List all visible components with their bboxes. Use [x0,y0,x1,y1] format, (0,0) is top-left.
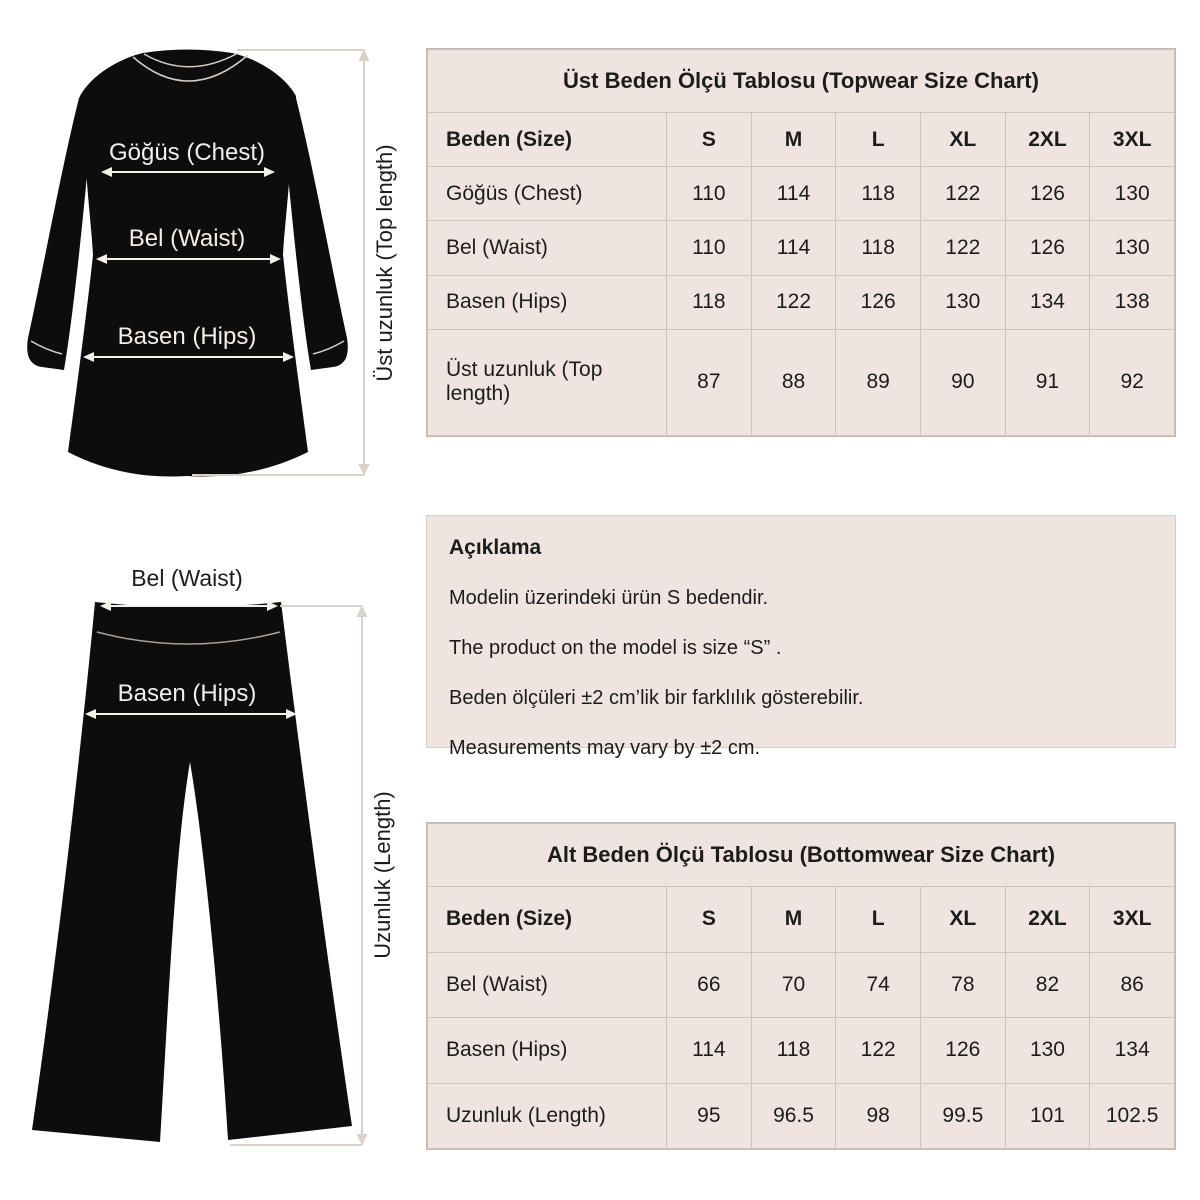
size-cell: 126 [921,1018,1006,1084]
notes-panel [426,515,1176,759]
size-cell: 126 [836,275,921,329]
measure-label-cell: Bel (Waist) [428,221,667,275]
size-cell: 122 [751,275,836,329]
header-cell: Beden (Size) [428,113,667,167]
size-cell: 95 [667,1083,752,1149]
size-cell: 91 [1005,329,1090,435]
size-cell: 138 [1090,275,1175,329]
size-cell: 130 [921,275,1006,329]
topwear-size-table-panel [426,48,1176,437]
size-cell: 130 [1090,221,1175,275]
header-cell: 3XL [1090,113,1175,167]
measure-label-cell: Basen (Hips) [428,1018,667,1084]
table-row [428,329,1175,435]
size-cell: 98 [836,1083,921,1149]
header-cell: 3XL [1090,887,1175,953]
size-cell: 114 [667,1018,752,1084]
header-cell: Beden (Size) [428,887,667,953]
size-cell: 130 [1090,167,1175,221]
header-cell: M [751,887,836,953]
notes-title: Açıklama [449,536,542,559]
size-cell: 130 [1005,1018,1090,1084]
note-line: Measurements may vary by ±2 cm. [449,737,761,759]
note-line: The product on the model is size “S” . [449,637,782,659]
size-cell: 70 [751,952,836,1018]
measure-label-cell: Basen (Hips) [428,275,667,329]
table-row [428,221,1175,275]
size-cell: 122 [921,221,1006,275]
top-length-label: Üst uzunluk (Top length) [372,144,397,382]
size-cell: 110 [667,221,752,275]
size-cell: 90 [921,329,1006,435]
topwear-diagram [0,20,420,500]
topwear-size-table [427,49,1175,436]
table-row [428,275,1175,329]
size-cell: 102.5 [1090,1083,1175,1149]
size-cell: 118 [751,1018,836,1084]
measure-label-cell: Bel (Waist) [428,952,667,1018]
size-cell: 118 [836,221,921,275]
topwear-table-title: Üst Beden Ölçü Tablosu (Topwear Size Chart) [428,50,1175,113]
size-cell: 87 [667,329,752,435]
note-line: Modelin üzerindeki ürün S bedendir. [449,587,769,609]
size-cell: 114 [751,221,836,275]
length-label: Uzunluk (Length) [370,791,395,959]
size-cell: 134 [1005,275,1090,329]
size-cell: 89 [836,329,921,435]
size-cell: 118 [836,167,921,221]
header-cell: XL [921,887,1006,953]
table-row [428,1018,1175,1084]
bottomwear-table-title: Alt Beden Ölçü Tablosu (Bottomwear Size Chart) [428,824,1175,887]
bottomwear-diagram [0,550,420,1170]
table-title-row [428,824,1175,887]
header-cell: S [667,113,752,167]
note-line: Beden ölçüleri ±2 cm’lik bir farklılık gösterebilir. [449,687,864,709]
size-cell: 110 [667,167,752,221]
size-cell: 134 [1090,1018,1175,1084]
size-cell: 99.5 [921,1083,1006,1149]
size-cell: 126 [1005,167,1090,221]
chest-label: Göğüs (Chest) [108,139,266,166]
bottomwear-size-table [427,823,1175,1149]
header-cell: L [836,113,921,167]
size-cell: 74 [836,952,921,1018]
size-cell: 88 [751,329,836,435]
size-cell: 86 [1090,952,1175,1018]
size-cell: 122 [836,1018,921,1084]
size-cell: 82 [1005,952,1090,1018]
bottomwear-size-table-panel [426,822,1176,1150]
waist-label: Bel (Waist) [128,225,246,252]
size-cell: 114 [751,167,836,221]
header-cell: M [751,113,836,167]
header-cell: S [667,887,752,953]
measure-label-cell: Göğüs (Chest) [428,167,667,221]
table-title-row [428,50,1175,113]
size-cell: 122 [921,167,1006,221]
header-cell: L [836,887,921,953]
measure-label-cell: Üst uzunluk (Top length) [428,329,667,435]
table-row [428,952,1175,1018]
size-cell: 92 [1090,329,1175,435]
hips-label: Basen (Hips) [117,680,257,707]
size-cell: 101 [1005,1083,1090,1149]
size-cell: 126 [1005,221,1090,275]
header-cell: 2XL [1005,887,1090,953]
header-cell: 2XL [1005,113,1090,167]
table-row [428,167,1175,221]
header-cell: XL [921,113,1006,167]
hips-label: Basen (Hips) [117,323,257,350]
measure-label-cell: Uzunluk (Length) [428,1083,667,1149]
table-header-row [428,113,1175,167]
waist-label: Bel (Waist) [131,565,243,591]
table-header-row [428,887,1175,953]
size-cell: 118 [667,275,752,329]
table-row [428,1083,1175,1149]
size-cell: 78 [921,952,1006,1018]
size-cell: 96.5 [751,1083,836,1149]
size-cell: 66 [667,952,752,1018]
